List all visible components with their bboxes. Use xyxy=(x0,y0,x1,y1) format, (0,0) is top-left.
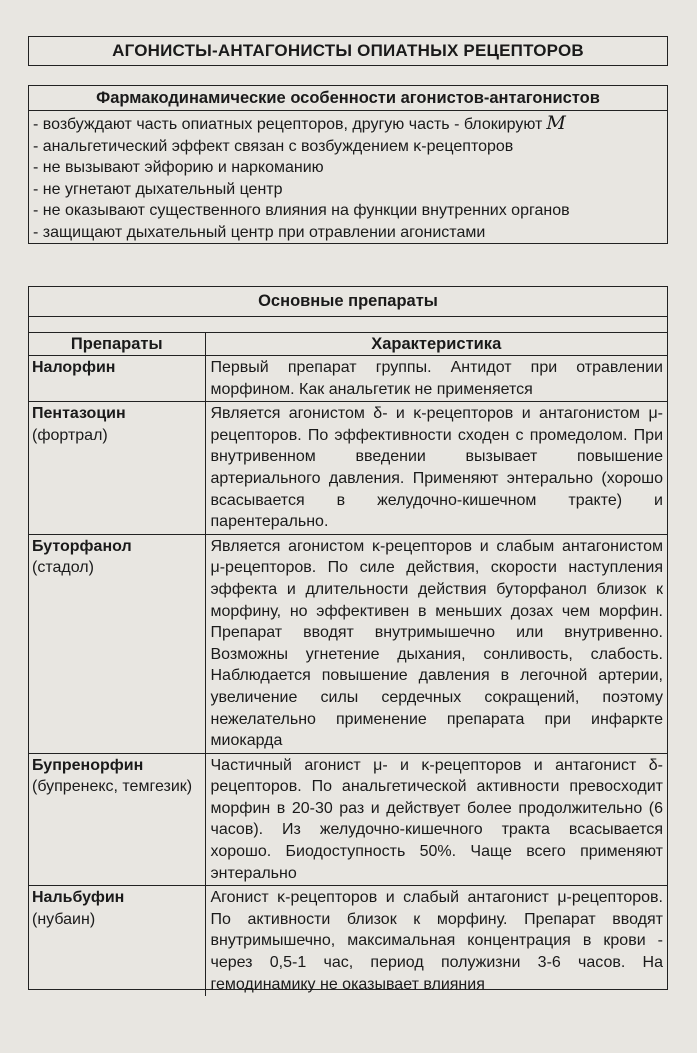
table-row xyxy=(29,534,667,753)
drug-name: Буторфанол xyxy=(32,537,132,555)
pharmacodynamics-item: - не вызывают эйфорию и наркоманию xyxy=(33,159,324,176)
drugs-spacer xyxy=(29,317,667,333)
drug-description: Агонист κ-рецепторов и слабый антагонист μ-рецепторов. По активности близок к морфину. Препарат вводят внутримышечно, максимальная концентрация в крови - через 0,5-1 час, период полужизни 3-6 часов. На гемодинамику не оказывает влияния xyxy=(205,886,667,996)
column-header-drugs: Препараты xyxy=(29,333,205,356)
drug-alias: (стадол) xyxy=(32,559,94,577)
pharmacodynamics-item: - не оказывают существенного влияния на функции внутренних органов xyxy=(33,202,570,219)
pharmacodynamics-box xyxy=(28,85,668,244)
main-title: АГОНИСТЫ-АНТАГОНИСТЫ ОПИАТНЫХ РЕЦЕПТОРОВ xyxy=(28,36,668,66)
pharmacodynamics-list xyxy=(29,111,667,243)
drug-name: Нальбуфин xyxy=(32,889,125,907)
table-row xyxy=(29,886,667,996)
drug-name-cell xyxy=(29,402,205,535)
drug-name-cell xyxy=(29,356,205,402)
drug-name-cell xyxy=(29,534,205,753)
drug-description: Является агонистом κ-рецепторов и слабым антагонистом μ-рецепторов. По силе действия, скорости наступления эффекта и длительности действия буторфанол близок к морфину, но эффективен в меньших дозах чем морфин. Препарат вводят внутримышечно или внутривенно. Возможны угнетение дыхания, сонливость, слабость. Наблюдается повышение давления в легочной артерии, увеличение силы сердечных сокращений, поэтому нежелательно применение препарата при инфаркте миокарда xyxy=(205,534,667,753)
table-row xyxy=(29,402,667,535)
pharmacodynamics-item-text: - возбуждают часть опиатных рецепторов, другую часть - блокируют xyxy=(33,116,543,133)
pharmacodynamics-item: - не угнетают дыхательный центр xyxy=(33,180,283,198)
drugs-table xyxy=(29,333,667,996)
pharmacodynamics-title: Фармакодинамические особенности агонистов-антагонистов xyxy=(29,86,667,111)
drug-name: Налорфин xyxy=(32,359,116,376)
drug-description: Первый препарат группы. Антидот при отравлении морфином. Как анальгетик не применяется xyxy=(205,356,667,402)
drug-description: Частичный агонист μ- и κ-рецепторов и антагонист δ-рецепторов. По анальгетической активности превосходит морфин в 20-30 раз и действует более продолжительно (6 часов). Из желудочно-кишечного тракта всасывается хорошо. Биодоступность 50%. Чаще всего применяют энтерально xyxy=(205,753,667,886)
drug-alias: (нубаин) xyxy=(32,910,96,928)
pharmacodynamics-item xyxy=(33,113,667,136)
column-header-characteristics: Характеристика xyxy=(205,333,667,356)
pharmacodynamics-item: - защищают дыхательный центр при отравлении агонистами xyxy=(33,223,486,241)
drug-description: Является агонистом δ- и κ-рецепторов и антагонистом μ-рецепторов. По эффективности сходен с промедолом. При внутривенном введении вызывает повышение артериального давления. Применяют энтерально (хорошо всасывается в желудочно-кишечном тракте) и парентерально. xyxy=(205,402,667,535)
pharmacodynamics-item: - анальгетический эффект связан с возбуждением κ-рецепторов xyxy=(33,137,514,155)
drugs-title: Основные препараты xyxy=(29,287,667,317)
table-header-row xyxy=(29,333,667,356)
drug-alias: (бупренекс, темгезик) xyxy=(32,778,193,796)
drug-alias: (фортрал) xyxy=(32,426,108,444)
drug-name: Пентазоцин xyxy=(32,405,126,423)
table-row xyxy=(29,753,667,886)
drug-name-cell xyxy=(29,753,205,886)
drug-name: Бупренорфин xyxy=(32,756,144,774)
drug-name-cell xyxy=(29,886,205,996)
handwritten-mark: М xyxy=(546,112,566,134)
drugs-box xyxy=(28,286,668,993)
table-row xyxy=(29,356,667,402)
